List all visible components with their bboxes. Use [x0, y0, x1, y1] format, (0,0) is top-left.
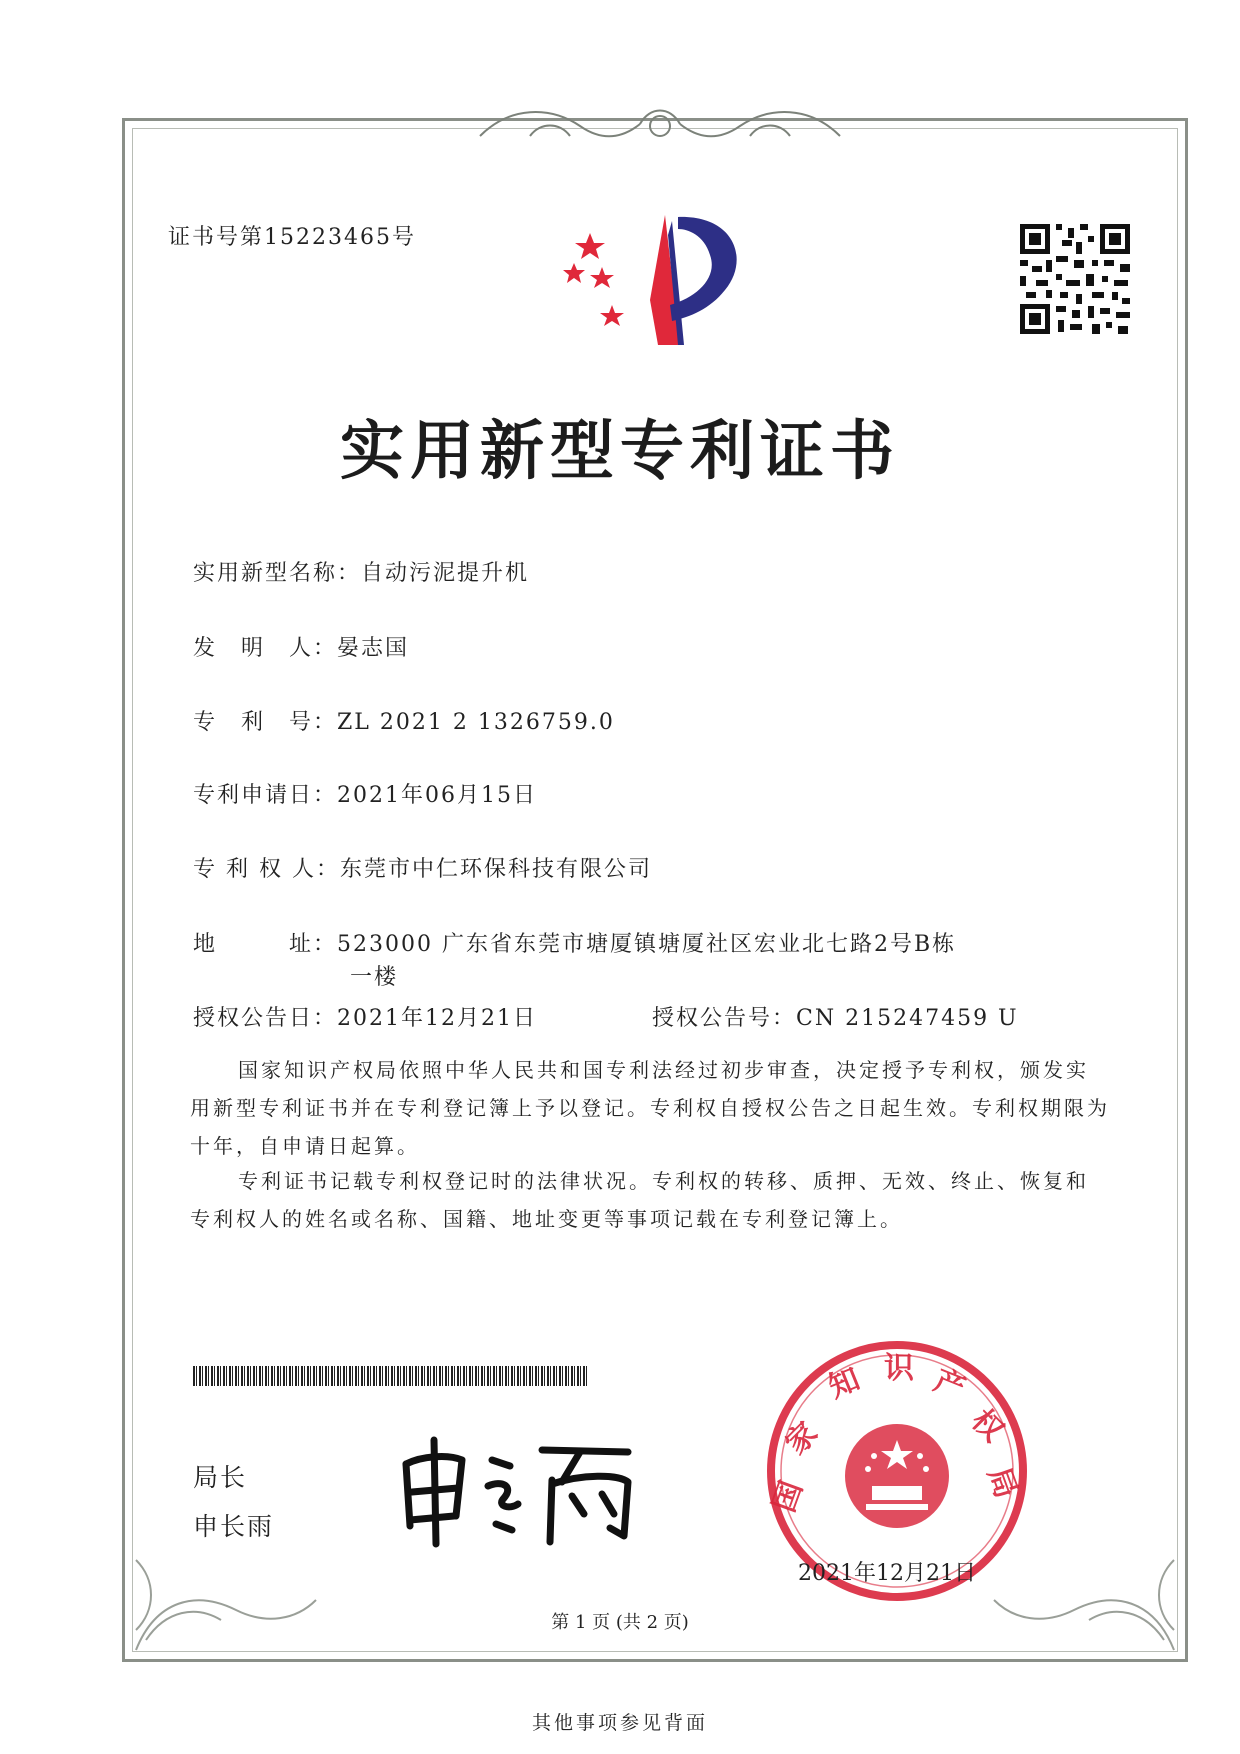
director-title: 局长 [193, 1463, 248, 1492]
svg-text:国: 国 [766, 1476, 810, 1517]
grant-date-label: 授权公告日： [193, 1006, 338, 1031]
inventor-row [193, 631, 409, 662]
address-value-line1: 523000 广东省东莞市塘厦镇塘厦社区宏业北七路2号B栋 [337, 932, 957, 957]
certificate-number: 证书号第15223465号 [168, 225, 416, 250]
patent-number-label: 专 利 号： [193, 710, 338, 735]
svg-text:局: 局 [980, 1462, 1024, 1503]
utility-model-name-value: 自动污泥提升机 [361, 561, 530, 586]
barcode [193, 1366, 588, 1386]
certificate-title: 实用新型专利证书 [340, 415, 900, 489]
address-label: 地 址： [193, 932, 338, 957]
inventor-value: 晏志国 [337, 636, 410, 661]
patent-number-row [193, 705, 615, 736]
utility-model-name-label: 实用新型名称： [193, 561, 362, 586]
svg-text:知: 知 [823, 1361, 865, 1406]
back-side-note: 其他事项参见背面 [531, 1712, 708, 1734]
address-value-line2: 一楼 [350, 965, 399, 990]
grant-date-row [193, 1001, 537, 1032]
body-paragraph-2: 专利证书记载专利权登记时的法律状况。专利权的转移、质押、无效、终止、恢复和专利权人的姓名或名称、国籍、地址变更等事项记载在专利登记簿上。 [190, 1169, 1089, 1231]
application-date-label: 专利申请日： [193, 783, 338, 808]
grant-number-row [652, 1001, 1019, 1032]
inventor-label: 发 明 人： [193, 636, 338, 661]
patentee-row [193, 852, 652, 883]
handwritten-signature [392, 1430, 662, 1550]
grant-number-value: CN 215247459 U [796, 1006, 1019, 1031]
patentee-label: 专 利 权 人： [193, 857, 340, 882]
svg-text:产: 产 [929, 1362, 970, 1407]
qr-code [1016, 220, 1134, 338]
seal-date: 2021年12月21日 [798, 1561, 976, 1586]
top-ornament [470, 96, 850, 152]
patentee-value: 东莞市中仁环保科技有限公司 [339, 857, 652, 882]
application-date-row [193, 778, 537, 809]
patent-number-value: ZL 2021 2 1326759.0 [337, 710, 615, 735]
grant-date-value: 2021年12月21日 [337, 1006, 537, 1031]
application-date-value: 2021年06月15日 [337, 783, 537, 808]
page-number: 第 1 页 (共 2 页) [551, 1612, 689, 1633]
svg-text:权: 权 [964, 1402, 1011, 1449]
director-name: 申长雨 [193, 1512, 275, 1541]
body-paragraph-1: 国家知识产权局依照中华人民共和国专利法经过初步审查，决定授予专利权，颁发实用新型专利证书并在专利登记簿上予以登记。专利权自授权公告之日起生效。专利权期限为十年，自申请日起算。 [190, 1058, 1110, 1158]
svg-text:识: 识 [884, 1351, 914, 1386]
address-row [193, 927, 956, 958]
grant-number-label: 授权公告号： [652, 1006, 797, 1031]
svg-text:家: 家 [778, 1415, 825, 1462]
cnipa-logo [560, 205, 750, 355]
utility-model-name-row [193, 556, 529, 587]
